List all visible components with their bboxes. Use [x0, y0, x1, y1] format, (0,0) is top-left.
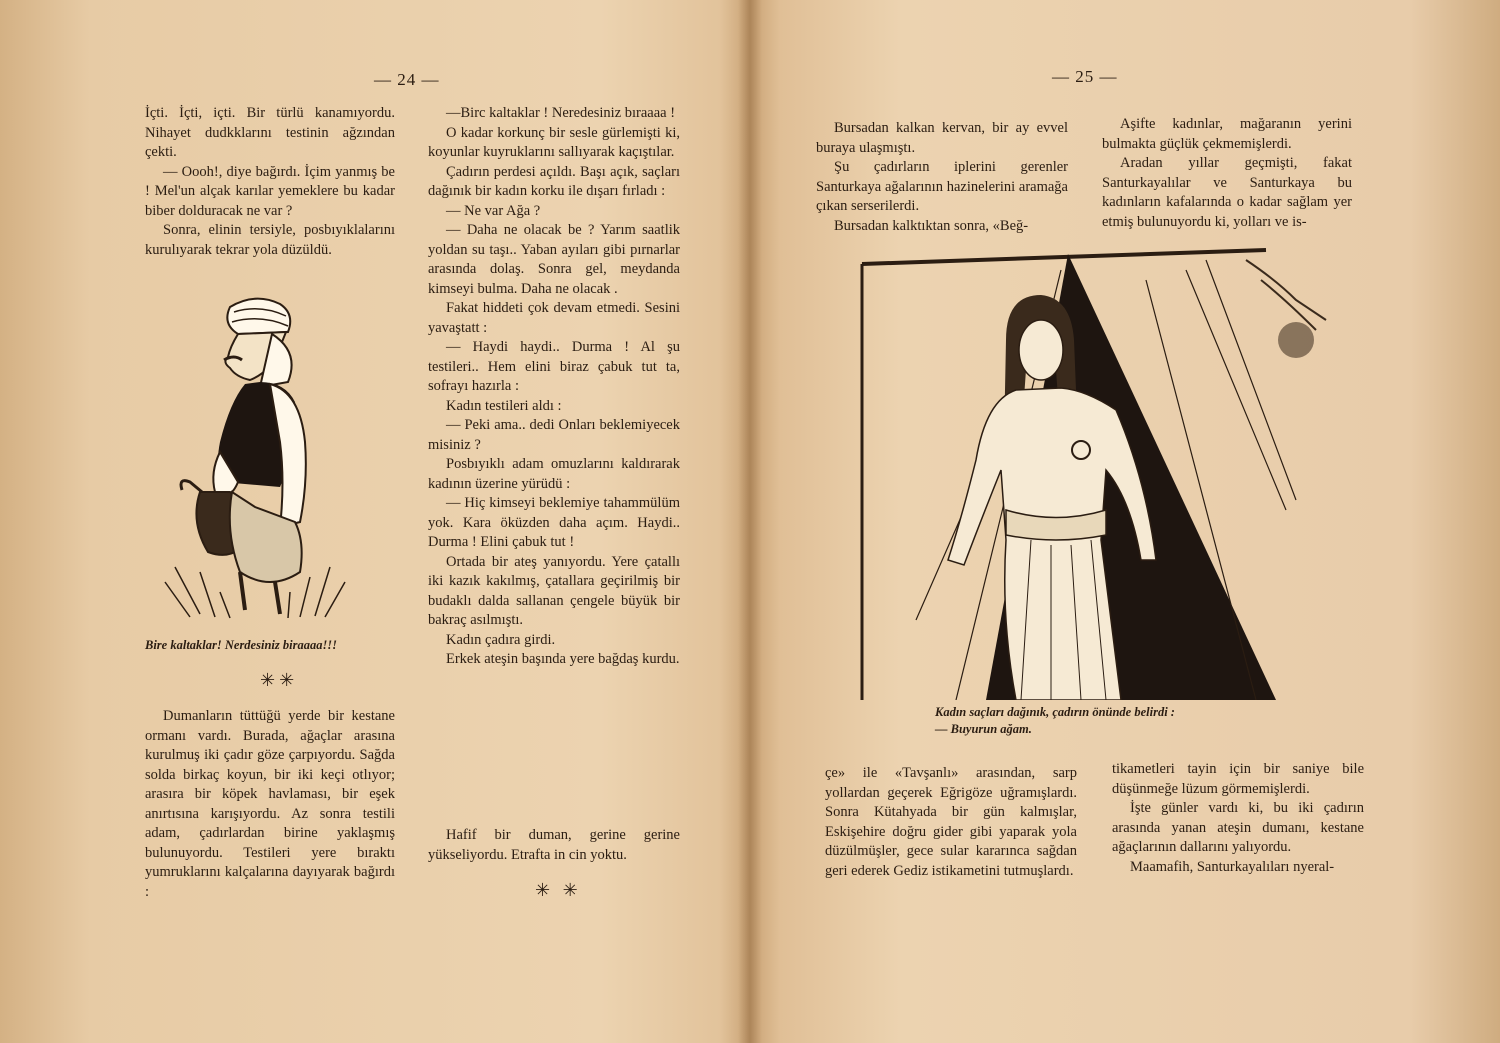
- paragraph: — Haydi haydi.. Durma ! Al şu testileri.. Hem elini biraz çabuk tut ta, sofrayı hazırla :: [428, 339, 680, 394]
- paragraph: Bursadan kalktıktan sonra, «Beğ-: [834, 217, 1029, 234]
- section-divider: ✳ ✳: [535, 880, 582, 900]
- paragraph: — Ne var Ağa ?: [446, 202, 541, 219]
- paragraph: tikametleri tayin için bir saniye bile düşünmeğe lüzum görmemişlerdi.: [1112, 761, 1364, 797]
- paragraph: — Peki ama.. dedi Onları beklemiyecek misiniz ?: [428, 417, 680, 453]
- left-page: [0, 0, 748, 1043]
- paragraph: —Birc kaltaklar ! Neredesiniz bıraaaa !: [446, 105, 676, 121]
- paragraph: Şu çadırların iplerini gerenler Santurkaya ağalarının hazinelerini aramağa çıkan serserilerdi.: [816, 159, 1068, 214]
- paragraph: Maamafih, Santurkayalıları nyeral-: [1130, 858, 1335, 875]
- paragraph: Fakat hiddeti çok devam etmedi. Sesini yavaştatt :: [428, 300, 680, 336]
- paragraph: Posbıyıklı adam omuzlarını kaldırarak kadının üzerine yürüdü :: [428, 456, 680, 492]
- left-col1-bottom: [145, 707, 395, 902]
- paragraph: Dumanların tüttüğü yerde bir kestane ormanı vardı. Burada, ağaçlar arasına kurulmuş iki çadır göze çarpıyordu. Sağda solda birkaç koyun, bir iki keçi otlıyor; arasıra bir köpek havlaması, bir eşek anırtısına karışıyordu. Az sonra testili adam, çadırlardan birine yaklaşmış bulunuyordu. Testileri yere bıraktı yumruklarını kalçalarına dayıyarak bağırdı :: [145, 708, 395, 900]
- paragraph: Erkek ateşin başında yere bağdaş kurdu.: [446, 651, 680, 667]
- illustration-caption-line1: Kadın saçları dağınık, çadırın önünde belirdi :: [935, 705, 1175, 719]
- woman-at-tent-illustration: [856, 240, 1346, 700]
- right-col1-bottom: [825, 764, 1077, 881]
- paragraph: Hafif bir duman, gerine gerine yükseliyordu. Etrafta in cin yoktu.: [428, 827, 680, 863]
- paragraph: Aşifte kadınlar, mağaranın yerini bulmakta güçlük çekmemişlerdi.: [1102, 116, 1352, 152]
- page-number: — 24 —: [374, 70, 440, 89]
- paragraph: Ortada bir ateş yanıyordu. Yere çatallı iki kazık kakılmış, çatallara geçirilmiş bir budaklı dalda sallanan çengele büyük bir bakraç asılmıştı.: [428, 553, 680, 628]
- paragraph: İçti. İçti, içti. Bir türlü kanamıyordu. Nihayet dudkklarını testinin ağzından çekti.: [145, 105, 395, 160]
- right-col2-top: [1102, 115, 1352, 232]
- section-divider: ✳✳: [260, 670, 299, 690]
- paragraph: Kadın testileri aldı :: [446, 397, 562, 414]
- paragraph: Kadın çadıra girdi.: [446, 631, 556, 648]
- paragraph: Sonra, elinin tersiyle, posbıyıklalarını kurulıyarak tekrar yola düzüldü.: [145, 222, 395, 258]
- left-col2-end: [428, 826, 680, 865]
- illustration-caption-line2: — Buyurun ağam.: [935, 722, 1032, 736]
- paragraph: İşte günler vardı ki, bu iki çadırın arasında yanan ateşin dumanı, kestane ağaçlarının dallarını yalıyordu.: [1112, 800, 1364, 855]
- paragraph: O kadar korkunç bir sesle gürlemişti ki, koyunlar kuyruklarını sallıyarak kaçıştılar.: [428, 124, 680, 160]
- paragraph: Çadırın perdesi açıldı. Başı açık, saçları dağınık bir kadın korku ile dışarı fırladı :: [428, 163, 680, 199]
- paragraph: — Hiç kimseyi beklemiye tahammülüm yok. Kara öküzden daha açım. Haydi.. Durma ! Elini çabuk tut !: [428, 495, 680, 550]
- paragraph: — Oooh!, diye bağırdı. İçim yanmış be ! Mel'un alçak karılar yemeklere bu kadar biber dolduracak ne var ?: [145, 163, 395, 219]
- man-with-jugs-illustration: [160, 292, 360, 622]
- left-col1-top: [145, 104, 395, 260]
- right-col1-top: [816, 119, 1068, 236]
- paragraph: — Daha ne olacak be ? Yarım saatlik yoldan su taşı.. Yaban ayıları gibi pırnarlar arasında dolaş. Sonra gel, meydanda kimseyi bulma. Daha ne olacak .: [428, 222, 680, 297]
- page-number: — 25 —: [1052, 67, 1118, 86]
- paragraph: çe» ile «Tavşanlı» arasından, sarp yollardan geçerek Eğrigöze uğramışlardı. Sonra Kütahyada bir gün kalmışlar, Eskişehire doğru gider gibi yaparak yola düzülmüşler, gece sular kararınca sağdan geri ederek Gediz istikametini tutmuşlardı.: [825, 765, 1077, 879]
- illustration-caption: Bire kaltaklar! Nerdesiniz biraaaa!!!: [145, 638, 338, 652]
- left-col2: [428, 104, 680, 670]
- paragraph: Aradan yıllar geçmişti, fakat Santurkayalılar ve Santurkaya bu kadınların kafalarında o kadar sağlam yer etmiş bulunuyordu ki, yolları ve is-: [1102, 155, 1352, 230]
- paragraph: Bursadan kalkan kervan, bir ay evvel buraya ulaşmıştı.: [816, 120, 1068, 156]
- right-col2-bottom: [1112, 760, 1364, 877]
- right-page: [752, 0, 1500, 1043]
